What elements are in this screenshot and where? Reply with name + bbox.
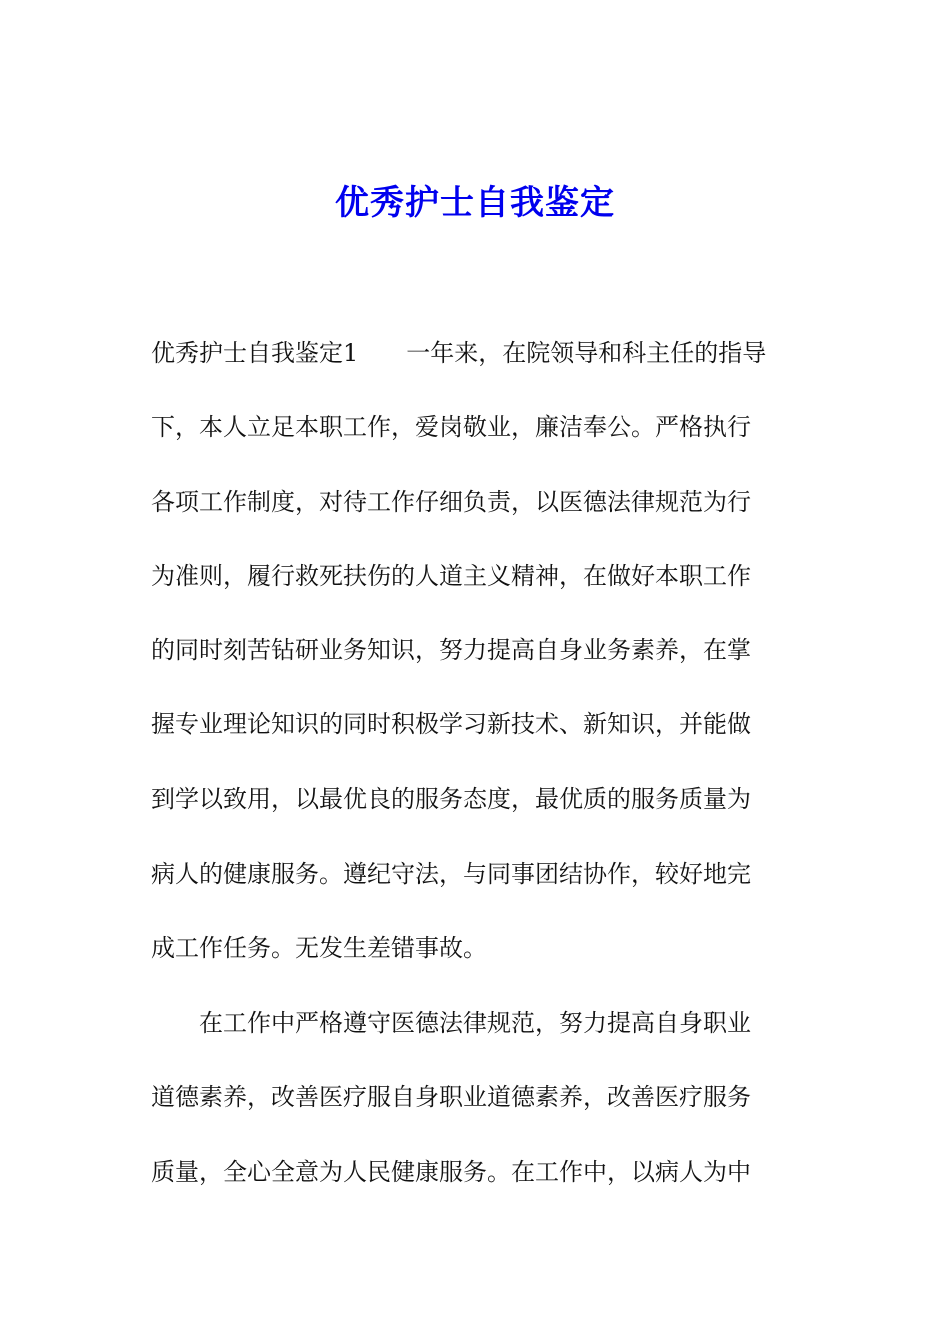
- paragraph-line: 到学以致用，以最优良的服务态度，最优质的服务质量为: [151, 785, 751, 813]
- paragraph-line: 质量，全心全意为人民健康服务。在工作中，以病人为中: [151, 1158, 751, 1186]
- paragraph-line: 在工作中严格遵守医德法律规范，努力提高自身职业: [199, 1009, 751, 1037]
- paragraph-line: 各项工作制度，对待工作仔细负责，以医德法律规范为行: [151, 488, 751, 516]
- paragraph-line: 优秀护士自我鉴定1 一年来，在院领导和科主任的指导: [151, 339, 767, 367]
- paragraph-line: 病人的健康服务。遵纪守法，与同事团结协作，较好地完: [151, 860, 751, 888]
- paragraph-line: 为准则，履行救死扶伤的人道主义精神，在做好本职工作: [151, 562, 751, 590]
- paragraph-line: 成工作任务。无发生差错事故。: [151, 934, 487, 962]
- paragraph-line: 的同时刻苦钻研业务知识，努力提高自身业务素养，在掌: [151, 636, 751, 664]
- paragraph-line: 道德素养，改善医疗服自身职业道德素养，改善医疗服务: [151, 1083, 751, 1111]
- paragraph-line: 握专业理论知识的同时积极学习新技术、新知识，并能做: [151, 710, 751, 738]
- document-title: 优秀护士自我鉴定: [335, 183, 615, 223]
- paragraph-line: 下，本人立足本职工作，爱岗敬业，廉洁奉公。严格执行: [151, 413, 751, 441]
